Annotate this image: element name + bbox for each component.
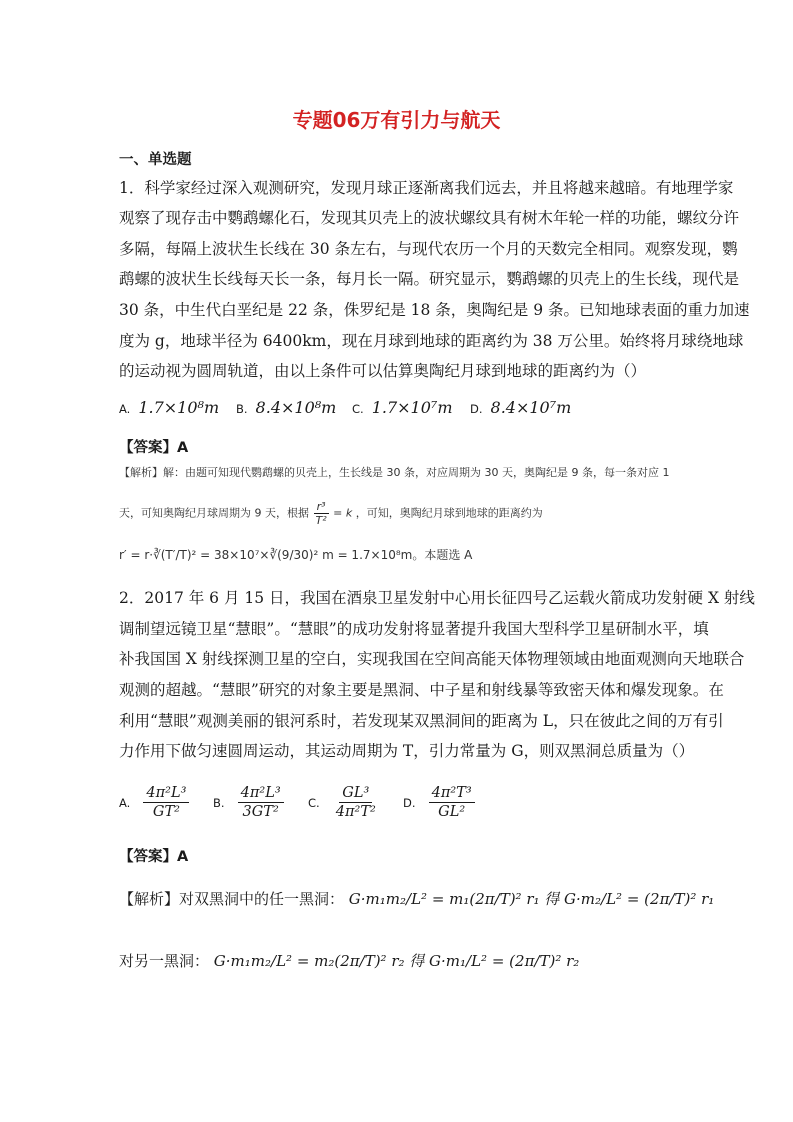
q1-line: 观察了现存击中鹦鹉螺化石，发现其贝壳上的波状螺纹具有树木年轮一样的功能，螺纹分许 [119,209,740,227]
q1-answer: 【答案】A [119,440,189,456]
q2-line: 2．2017 年 6 月 15 日，我国在酒泉卫星发射中心用长征四号乙运载火箭成功发射硬 X 射线 [119,589,755,607]
q1-line: 度为 g，地球半径为 6400km，现在月球到地球的距离约为 38 万公里。始终将月球绕地球 [119,332,744,350]
q2-analysis-line-1: 【解析】对双黑洞中的任一黑洞： G·m₁m₂/L² = m₁(2π/T)² r₁ 得 G·m₂/L² = (2π/T)² r₁ [119,890,715,908]
q1-option-d: D. 8.4×10⁷m [470,398,572,417]
q2-option-b: B. $\frac{\text{4π²L³}}{\text{3GT²}}$ [213,784,284,821]
q1-option-b: B. 8.4×10⁸m [236,398,337,417]
q2-option-c: C. $\frac{\text{GL³}}{\text{4π²T²}}$ [308,785,376,820]
q1-option-c: C. 1.7×10⁷m [352,398,453,417]
q1-analysis-result: r′ = r·∛(T′/T)² = 38×10⁷×∛(9/30)² m = 1.7×10⁸m。本题选 A [119,548,473,562]
q2-line: 观测的超越。“慧眼”研究的对象主要是黑洞、中子星和射线暴等致密天体和爆发现象。在 [119,681,724,699]
q2-analysis-line-2: 对另一黑洞： G·m₁m₂/L² = m₂(2π/T)² r₂ 得 G·m₁/L² = (2π/T)² r₂ [119,952,580,970]
q2-line: 力作用下做匀速圆周运动，其运动周期为 T，引力常量为 G，则双黑洞总质量为（） [119,742,695,760]
section-heading: 一、单选题 [119,152,192,168]
q2-line: 补我国国 X 射线探测卫星的空白，实现我国在空间高能天体物理领域由地面观测向天地联合 [119,650,745,668]
q1-line: 的运动视为圆周轨道，由以上条件可以估算奥陶纪月球到地球的距离约为（） [119,362,647,380]
q1-line: 1．科学家经过深入观测研究，发现月球正逐渐离我们远去，并且将越来越暗。有地理学家 [119,179,734,197]
q2-line: 调制望远镜卫星“慧眼”。“慧眼”的成功发射将显著提升我国大型科学卫星研制水平，填 [119,620,709,638]
q1-line: 鹉螺的波状生长线每天长一条，每月长一隔。研究显示，鹦鹉螺的贝壳上的生长线，现代是 [119,270,740,288]
q2-answer: 【答案】A [119,849,189,865]
q2-line: 利用“慧眼”观测美丽的银河系时，若发现某双黑洞间的距离为 L，只在彼此之间的万有引 [119,712,724,730]
kepler-fraction: $\frac{\text{r³}}{\text{T²}}$ [315,500,327,527]
q1-analysis-line: 【解析】解：由题可知现代鹦鹉螺的贝壳上，生长线是 30 条，对应周期为 30 天，奥陶纪是 9 条，每一条对应 1 [119,466,670,479]
q1-analysis-line: 天，可知奥陶纪月球周期为 9 天，根据 $\frac{\text{r³}}{\text{T²}}$ = k ，可知，奥陶纪月球到地球的距离约为 [119,500,543,527]
page-title: 专题06万有引力与航天 [292,108,501,132]
q1-line: 30 条，中生代白垩纪是 22 条，侏罗纪是 18 条，奥陶纪是 9 条。已知地球表面的重力加速 [119,301,750,319]
q2-option-d: D. $\frac{\text{4π²T³}}{\text{GL²}}$ [403,784,475,821]
q1-line: 多隔，每隔上波状生长线在 30 条左右，与现代农历一个月的天数完全相同。观察发现，鹦 [119,240,738,258]
q1-option-a: A. 1.7×10⁸m [119,398,220,417]
q2-option-a: A. $\frac{\text{4π²L³}}{\text{GT²}}$ [119,784,189,821]
